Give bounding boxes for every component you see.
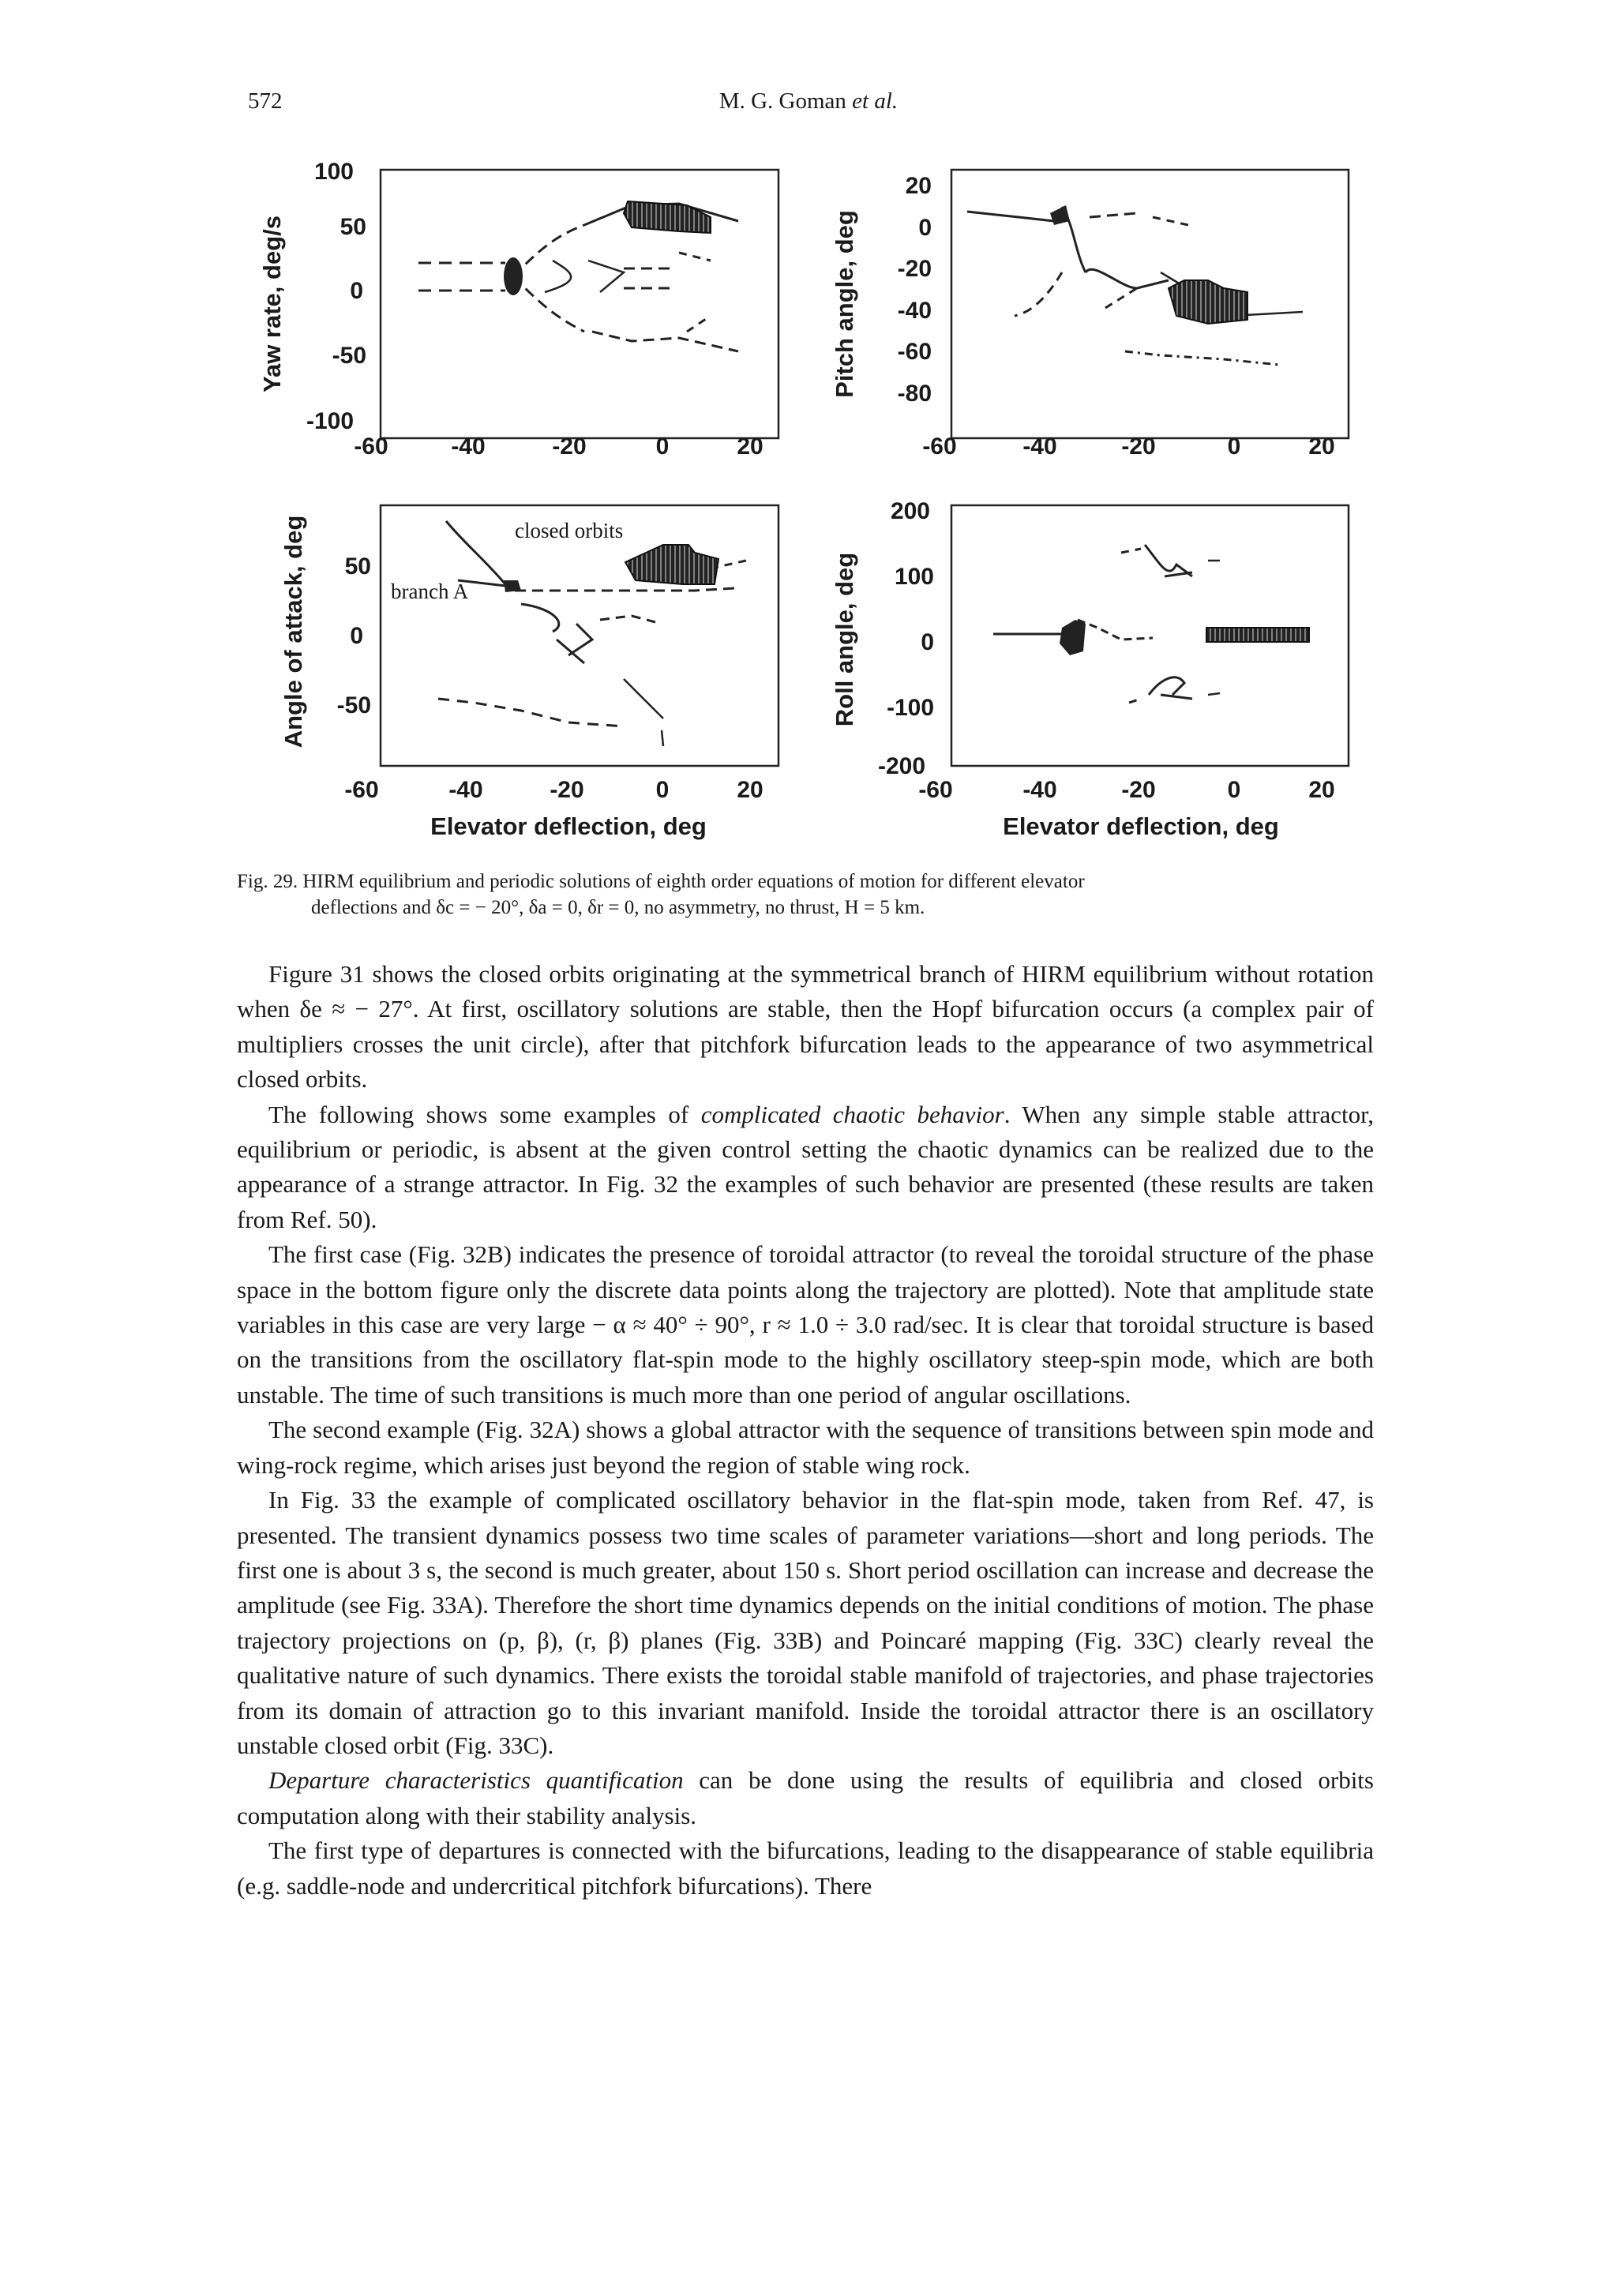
- body-text: [237, 957, 1374, 1904]
- paragraph-3: The first case (Fig. 32B) indicates the presence of toroidal attractor (to reveal the toroidal structure of the phase space in the bottom figure only the discrete data points along the trajectory are plotted). Note that amplitude state variables in this case are very large − α ≈ 40° ÷ 90°, r ≈ 1.0 ÷ 3.0 rad/sec. It is clear that toroidal structure is based on the transitions from the oscillatory flat-spin mode to the highly oscillatory steep-spin mode, which are both unstable. The time of such transitions is much more than one period of angular oscillations.: [237, 1240, 1374, 1409]
- x-tick: 0: [655, 777, 670, 803]
- page-number: 572: [248, 88, 283, 114]
- caption-label: Fig. 29.: [237, 871, 298, 892]
- x-tick: -20: [552, 433, 587, 460]
- y-tick: -80: [897, 381, 932, 407]
- closed-orbit-band: [1169, 280, 1247, 324]
- solution-curves: [993, 545, 1220, 703]
- p6-text: can be done using the results of equilibria and closed orbits computation along with their stability analysis.: [237, 1766, 1374, 1829]
- x-tick: -40: [451, 433, 486, 460]
- x-tick: -60: [344, 777, 379, 803]
- y-tick: -40: [897, 298, 932, 324]
- closed-orbit-band: [624, 201, 711, 233]
- y-tick: 20: [905, 173, 932, 199]
- equilibrium-cluster: [1060, 620, 1086, 655]
- paragraph-5: In Fig. 33 the example of complicated oscillatory behavior in the flat-spin mode, taken from Ref. 47, is presented. The transient dynamics possess two time scales of parameter variations—short and long periods. The first one is about 3 s, the second is much greater, about 150 s. Short period oscillation can increase and decrease the amplitude (see Fig. 33A). Therefore the short time dynamics depends on the initial conditions of motion. The phase trajectory projections on (p, β), (r, β) planes (Fig. 33B) and Poincaré mapping (Fig. 33C) clearly reveal the qualitative nature of such dynamics. There exists the toroidal stable manifold of trajectories, and phase trajectories from its domain of attraction go to this invariant manifold. Inside the toroidal attractor there is an oscillatory unstable closed orbit (Fig. 33C).: [237, 1486, 1374, 1759]
- x-tick: 20: [737, 777, 763, 803]
- running-head-author: M. G. Goman: [718, 88, 846, 114]
- equilibrium-cluster: [1050, 205, 1070, 225]
- x-tick: 0: [655, 433, 670, 460]
- y-tick: 50: [340, 214, 366, 240]
- caption-line1: HIRM equilibrium and periodic solutions of eighth order equations of motion for different elevator: [302, 871, 1085, 892]
- y-tick: 200: [890, 498, 930, 524]
- closed-orbit-band: [1206, 628, 1309, 642]
- y-tick: -100: [306, 408, 354, 434]
- p2-text-a: The following shows some examples of: [268, 1100, 701, 1128]
- paragraph-1: Figure 31 shows the closed orbits originating at the symmetrical branch of HIRM equilibrium without rotation when δe ≈ − 27°. At first, oscillatory solutions are stable, then the Hopf bifurcation occurs (a complex pair of multipliers crosses the unit circle), after that pitchfork bifurcation leads to the appearance of two asymmetrical closed orbits.: [237, 960, 1374, 1094]
- p2-text-b: . When any simple stable attractor, equilibrium or periodic, is absent at the given control setting the chaotic dynamics can be realized due to the appearance of a strange attractor. In Fig. 32 the examples of such behavior are presented (these results are taken from Ref. 50).: [237, 1100, 1374, 1233]
- closed-orbit-band: [625, 545, 718, 584]
- figure-29: [0, 0, 1617, 861]
- y-tick: -100: [886, 695, 934, 721]
- panel-angle-of-attack: [280, 505, 778, 840]
- caption-line2: deflections and δc = − 20°, δa = 0, δr = 0, no asymmetry, no thrust, H = 5 km.: [311, 897, 925, 918]
- plot-frame: [381, 505, 778, 766]
- plot-frame: [381, 170, 778, 438]
- y-axis-label: Pitch angle, deg: [831, 210, 858, 398]
- x-tick: 20: [1308, 433, 1335, 460]
- y-tick: -60: [897, 339, 932, 365]
- y-tick: -50: [332, 343, 366, 369]
- p6-emphasis: Departure characteristics quantification: [268, 1766, 684, 1795]
- paragraph-7: The first type of departures is connected with the bifurcations, leading to the disappearance of stable equilibria (e.g. saddle-node and undercritical pitchfork bifurcations). There: [237, 1836, 1374, 1900]
- x-tick: -20: [1121, 777, 1156, 803]
- y-tick: -50: [336, 692, 371, 718]
- x-tick: 0: [1227, 433, 1241, 460]
- y-axis-label: Roll angle, deg: [831, 552, 858, 727]
- x-tick: -40: [448, 777, 483, 803]
- y-tick: 0: [350, 623, 363, 649]
- y-tick: 100: [313, 159, 354, 185]
- y-axis-label: Angle of attack, deg: [280, 515, 307, 748]
- x-axis-label: Elevator deflection, deg: [1003, 812, 1279, 840]
- equilibrium-cluster: [504, 580, 521, 592]
- x-tick: -60: [922, 433, 957, 460]
- annotation-closed-orbits: closed orbits: [515, 519, 624, 542]
- paragraph-4: The second example (Fig. 32A) shows a global attractor with the sequence of transitions between spin mode and wing-rock regime, which arises just beyond the region of stable wing rock.: [237, 1416, 1374, 1479]
- y-tick: 50: [344, 553, 371, 580]
- x-tick: -40: [1022, 433, 1057, 460]
- y-tick: 0: [350, 278, 363, 304]
- y-tick: -200: [877, 753, 925, 779]
- x-tick: -60: [918, 777, 953, 803]
- paragraph-6: [237, 1763, 1374, 1833]
- x-tick: 20: [1308, 777, 1335, 803]
- x-tick: -60: [354, 433, 388, 460]
- equilibrium-cluster: [504, 257, 523, 295]
- paragraph-2: [237, 1097, 1374, 1238]
- x-tick: -20: [550, 777, 584, 803]
- x-axis-label: Elevator deflection, deg: [430, 812, 707, 840]
- x-tick: -40: [1022, 777, 1057, 803]
- y-tick: 0: [921, 629, 934, 655]
- panel-yaw-rate: [258, 159, 778, 460]
- x-tick: 0: [1227, 777, 1241, 803]
- x-tick: 20: [737, 433, 763, 460]
- solution-curves: [967, 207, 1303, 365]
- figure-caption: [237, 869, 1374, 921]
- plot-frame: [951, 170, 1349, 438]
- panel-pitch-angle: [831, 170, 1349, 460]
- annotation-branch-a: branch A: [391, 580, 469, 603]
- p2-emphasis: complicated chaotic behavior: [700, 1100, 1004, 1128]
- y-tick: 100: [894, 564, 934, 590]
- panel-roll-angle: [831, 498, 1349, 840]
- x-tick: -20: [1121, 433, 1156, 460]
- y-tick: 0: [918, 215, 932, 241]
- y-axis-label: Yaw rate, deg/s: [258, 216, 286, 392]
- y-tick: -20: [897, 256, 932, 282]
- running-head-etal: et al.: [852, 88, 899, 114]
